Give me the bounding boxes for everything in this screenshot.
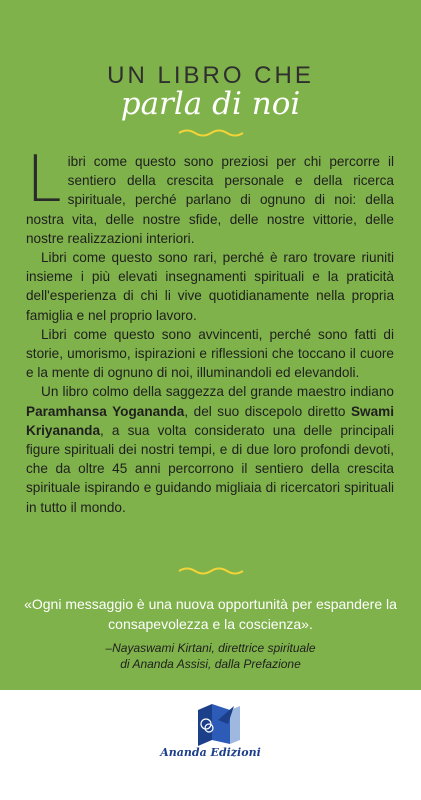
paragraph-4 bbox=[26, 382, 394, 516]
pull-quote: «Ogni messaggio è una nuova opportunità per espandere la consapevolezza e la coscienza». bbox=[24, 596, 397, 632]
drop-cap: L bbox=[26, 143, 62, 217]
paragraph-1 bbox=[26, 143, 394, 248]
title-line2: parla di noi bbox=[120, 86, 301, 122]
paragraph-2: Libri come questo sono rari, perché è raro trovare riuniti insieme i più elevati insegnamenti spirituali e la praticità dell'esperienza di chi li vive quotidianamente nella propria famiglia e nel proprio lavoro. bbox=[26, 250, 394, 323]
squiggle-divider-top bbox=[178, 128, 244, 138]
author-kriyananda: Swami Kriyananda bbox=[26, 403, 395, 438]
paragraph-4-text-a: Un libro colmo della saggezza del grande maestro indiano bbox=[41, 384, 394, 400]
author-yogananda: Paramhansa Yogananda bbox=[26, 403, 185, 419]
paragraph-4-text-c: , a sua volta considerato una delle principali figure spirituali dei nostri tempi, e di due loro profondi devoti, che da oltre 45 anni percorrono il sentiero della crescita spirituale ispirando e guidando migliaia di ricercatori spirituali in tutto il mondo. bbox=[26, 422, 394, 515]
attribution-line-2: di Ananda Assisi, dalla Prefazione bbox=[120, 657, 301, 671]
ananda-book-logo-icon bbox=[168, 700, 258, 750]
paragraph-3: Libri come questo sono avvincenti, perché sono fatti di storie, umorismo, ispirazioni e riflessioni che toccano il cuore e la mente di ognuno di noi, illuminandoli ed elevandoli. bbox=[26, 326, 394, 381]
publisher-name: Ananda Edizioni bbox=[160, 746, 261, 759]
paragraph-1-text: ibri come questo sono preziosi per chi percorre il sentiero della crescita personale e della ricerca spirituale, perché parlano di ognuno di noi: della nostra vita, delle nostre sfide, delle nostre vittorie, delle nostre realizzazioni interiori. bbox=[26, 154, 394, 246]
quote-attribution bbox=[0, 640, 421, 672]
title-line1: UN LIBRO CHE bbox=[107, 62, 314, 89]
paragraph-4-text-b: , del suo discepolo diretto bbox=[184, 403, 351, 419]
body-text bbox=[26, 143, 395, 517]
attribution-line-1: –Nayaswami Kirtani, direttrice spirituale bbox=[105, 641, 316, 655]
squiggle-divider-bottom bbox=[178, 566, 244, 576]
